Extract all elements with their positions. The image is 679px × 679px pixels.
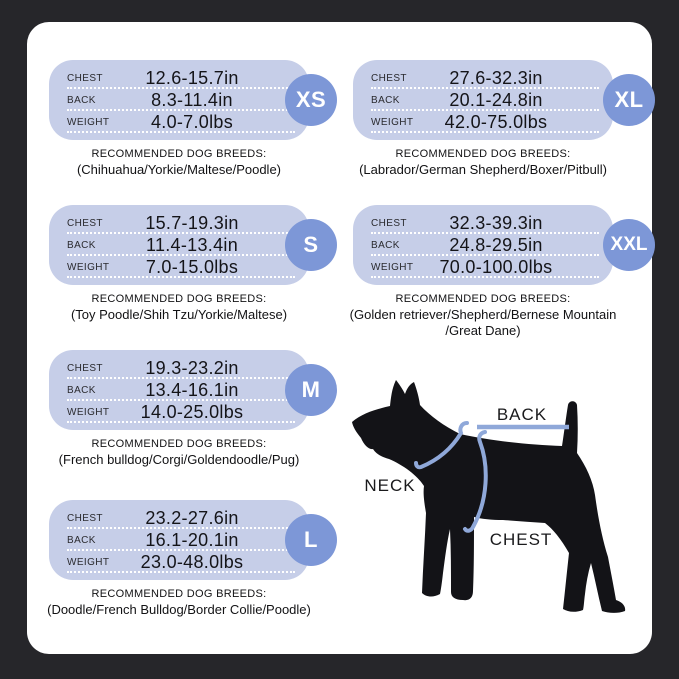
dog-measurement-diagram	[340, 360, 670, 650]
weight-label: WEIGHT	[67, 407, 110, 418]
chest-label: CHEST	[67, 363, 103, 374]
measurements-box	[353, 60, 613, 140]
back-value: 11.4-13.4in	[145, 235, 239, 255]
chest-row	[67, 358, 295, 379]
size-panel-xs	[49, 60, 327, 177]
measurements-box	[49, 205, 309, 285]
size-badge-l: L	[285, 514, 337, 566]
breeds-list: (Golden retriever/Shepherd/Bernese Mountain /Great Dane)	[349, 307, 617, 339]
back-value: 8.3-11.4in	[151, 90, 233, 110]
back-label: BACK	[67, 240, 96, 251]
weight-row	[67, 552, 295, 573]
breeds-list: (Chihuahua/Yorkie/Maltese/Poodle)	[76, 162, 282, 177]
back-row	[371, 235, 599, 256]
weight-value: 23.0-48.0lbs	[140, 552, 244, 572]
back-label: BACK	[67, 385, 96, 396]
breeds-list: (Toy Poodle/Shih Tzu/Yorkie/Maltese)	[70, 307, 288, 322]
recommended-breeds-s	[31, 293, 327, 323]
chest-row	[371, 213, 599, 234]
chest-value: 32.3-39.3in	[449, 213, 543, 233]
chest-label: CHEST	[371, 73, 407, 84]
weight-row	[67, 402, 295, 423]
size-badge-xxl: XXL	[603, 219, 655, 271]
weight-row	[67, 257, 295, 278]
recommended-title: RECOMMENDED DOG BREEDS:	[91, 438, 267, 450]
breeds-list: (Labrador/German Shepherd/Boxer/Pitbull)	[359, 162, 607, 177]
recommended-breeds-l	[31, 588, 327, 618]
measurements-box	[49, 350, 309, 430]
size-panel-xxl	[349, 205, 648, 339]
size-chart-card	[27, 22, 652, 654]
weight-label: WEIGHT	[67, 262, 110, 273]
back-row	[371, 90, 599, 111]
chest-row	[67, 213, 295, 234]
measurements-box	[49, 60, 309, 140]
weight-row	[371, 112, 599, 133]
back-label: BACK	[67, 535, 96, 546]
recommended-breeds-xs	[31, 148, 327, 178]
chest-row	[67, 508, 295, 529]
back-label: BACK	[371, 240, 400, 251]
recommended-breeds-m	[31, 438, 327, 468]
recommended-breeds-xl	[335, 148, 631, 178]
weight-row	[67, 112, 295, 133]
dog-silhouette	[352, 380, 625, 613]
weight-label: WEIGHT	[371, 262, 414, 273]
chest-label: CHEST	[67, 73, 103, 84]
measurements-box	[49, 500, 309, 580]
measurements-box	[353, 205, 613, 285]
back-label: BACK	[67, 95, 96, 106]
diagram-back-label: BACK	[496, 405, 548, 424]
weight-label: WEIGHT	[67, 117, 110, 128]
chest-value: 12.6-15.7in	[145, 68, 239, 88]
dog-diagram-svg	[340, 360, 670, 650]
weight-row	[371, 257, 599, 278]
size-badge-s: S	[285, 219, 337, 271]
chest-label: CHEST	[371, 218, 407, 229]
recommended-breeds-xxl	[335, 293, 631, 340]
recommended-title: RECOMMENDED DOG BREEDS:	[91, 588, 267, 600]
recommended-title: RECOMMENDED DOG BREEDS:	[91, 148, 267, 160]
back-value: 20.1-24.8in	[449, 90, 543, 110]
diagram-neck-label: NECK	[364, 476, 416, 495]
size-badge-m: M	[285, 364, 337, 416]
weight-value: 42.0-75.0lbs	[444, 112, 548, 132]
size-panel-l	[47, 500, 318, 617]
chest-value: 27.6-32.3in	[449, 68, 543, 88]
chest-label: CHEST	[67, 218, 103, 229]
weight-value: 7.0-15.0lbs	[145, 257, 239, 277]
back-value: 24.8-29.5in	[449, 235, 543, 255]
size-panel-m	[49, 350, 321, 467]
breeds-list: (Doodle/French Bulldog/Border Collie/Poodle)	[47, 602, 311, 617]
chest-value: 19.3-23.2in	[145, 358, 239, 378]
size-badge-xs: XS	[285, 74, 337, 126]
back-value: 16.1-20.1in	[145, 530, 239, 550]
back-label: BACK	[371, 95, 400, 106]
back-row	[67, 90, 295, 111]
chest-row	[371, 68, 599, 89]
back-row	[67, 530, 295, 551]
size-panel-s	[49, 205, 319, 322]
chest-row	[67, 68, 295, 89]
weight-value: 14.0-25.0lbs	[140, 402, 244, 422]
size-panel-xl	[353, 60, 644, 177]
recommended-title: RECOMMENDED DOG BREEDS:	[395, 148, 571, 160]
back-row	[67, 380, 295, 401]
size-badge-xl: XL	[603, 74, 655, 126]
chest-value: 15.7-19.3in	[145, 213, 239, 233]
chest-value: 23.2-27.6in	[145, 508, 239, 528]
back-row	[67, 235, 295, 256]
chest-label: CHEST	[67, 513, 103, 524]
weight-value: 70.0-100.0lbs	[439, 257, 553, 277]
weight-label: WEIGHT	[371, 117, 414, 128]
back-value: 13.4-16.1in	[145, 380, 239, 400]
recommended-title: RECOMMENDED DOG BREEDS:	[395, 293, 571, 305]
weight-value: 4.0-7.0lbs	[150, 112, 234, 132]
diagram-chest-label: CHEST	[489, 530, 553, 549]
weight-label: WEIGHT	[67, 557, 110, 568]
breeds-list: (French bulldog/Corgi/Goldendoodle/Pug)	[58, 452, 300, 467]
recommended-title: RECOMMENDED DOG BREEDS:	[91, 293, 267, 305]
